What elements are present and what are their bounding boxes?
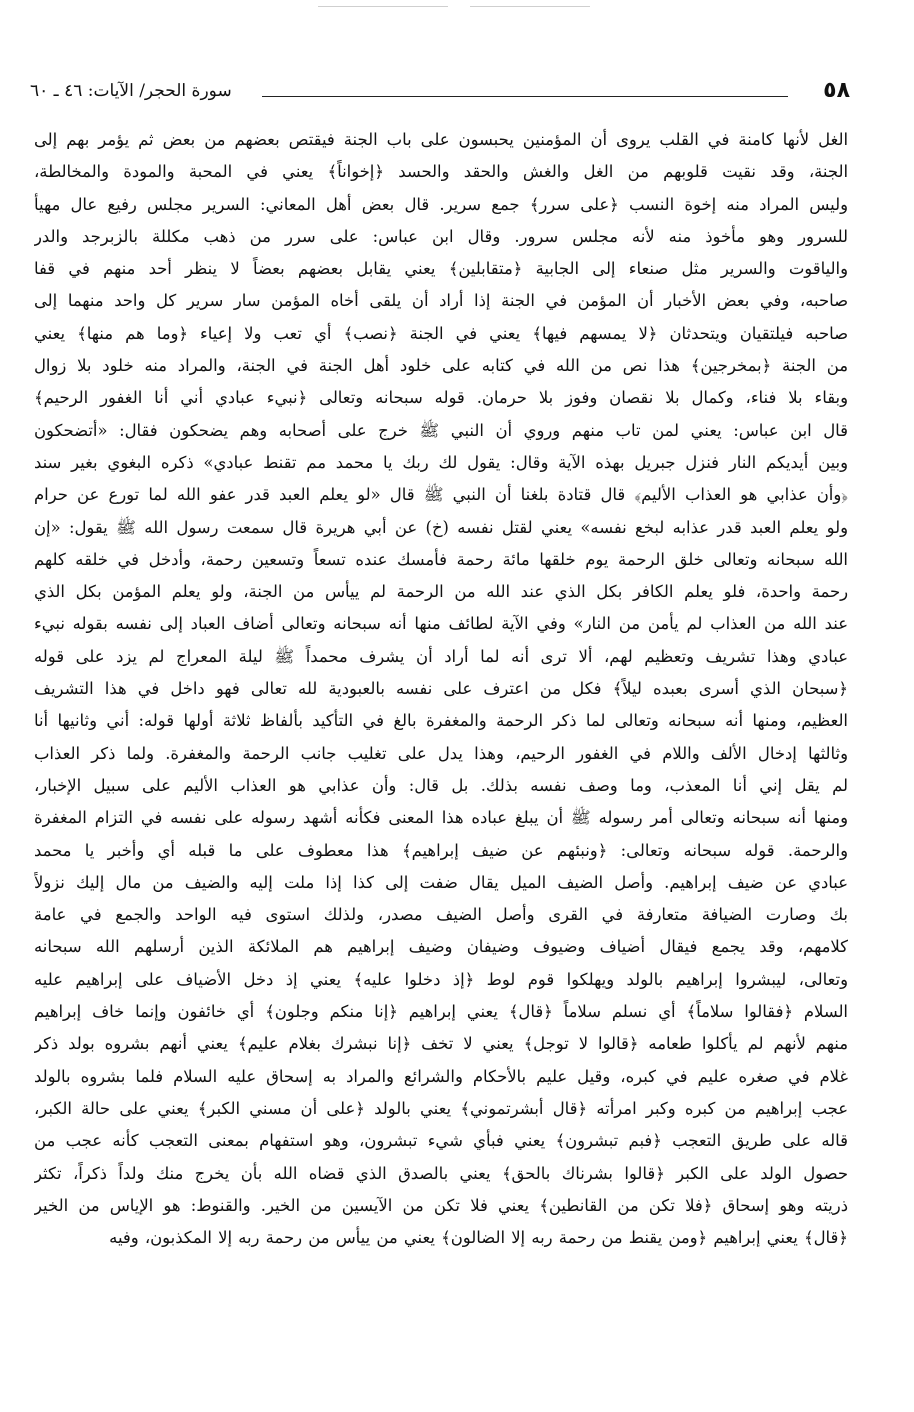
- text-line: عبادي عن ضيف إبراهيم. وأصل الضيف الميل يقال ضفت إلى كذا إذا ملت إليه والضيف من مال إليك نزولاً: [34, 872, 848, 892]
- page-body-text: [34, 124, 848, 1254]
- text-line: رحمة واحدة، فلو يعلم الكافر بكل الذي عند الله من الرحمة لم ييأس من الجنة، ولو يعلم المؤمن بكل الذي: [34, 582, 848, 602]
- text-line: عبادي وهذا تشريف وتعظيم لهم، ألا ترى أنه لما أراد أن يشرف محمداً ﷺ ليلة المعراج لم يزد على قوله: [34, 646, 848, 666]
- header-rule: [262, 96, 788, 97]
- text-line: الجنة، وقد نقيت قلوبهم من الغل والغش والحقد والحسد ﴿إخواناً﴾ يعني في المحبة والمودة والمخالطة،: [34, 162, 848, 182]
- running-title: سورة الحجر/ الآيات: ٤٦ ـ ٦٠: [30, 81, 232, 101]
- text-line: ذريته وهو إسحاق ﴿فلا تكن من القانطين﴾ يعني فلا تكن من الآيسين من الخير. والقنوط: هو الإياس من الخير: [34, 1195, 848, 1215]
- text-line: صاحبه، وفي بعض الأخبار أن المؤمن في الجنة إذا أراد أن يلقى أخاه المؤمن سار سرير كل واحد منهما إلى: [34, 291, 848, 311]
- text-line: وثالثها إدخال الألف واللام في الغفور الرحيم، وهذا يدل على تغليب جانب الرحمة والمغفرة. ولما ذكر العذاب: [34, 743, 848, 763]
- text-line: الله سبحانه وتعالى خلق الرحمة يوم خلقها مائة رحمة فأمسك عنده تسعاً وتسعين رحمة، وأدخل في خلقه كلهم: [34, 549, 848, 569]
- text-line: غلام في صغره عليم في كبره، وقيل عليم بالأحكام والشرائع والمراد به إسحاق عليه السلام فلما بشروه بالولد: [34, 1066, 848, 1086]
- text-line: ﴿قال﴾ يعني إبراهيم ﴿ومن يقنط من رحمة ربه إلا الضالون﴾ يعني من ييأس من رحمة ربه إلا المكذبون، وفيه: [109, 1228, 848, 1248]
- text-line: بك وصارت الضيافة متعارفة في القرى وأصل الضيف مصدر، ولذلك استوى فيه الواحد والجمع في عامة: [34, 905, 848, 925]
- text-line: كلامهم، وقد يجمع فيقال أضياف وضيوف وضيفان وضيف إبراهيم هم الملائكة الذين أرسلهم الله سبحانه: [34, 937, 848, 957]
- text-line: السلام ﴿فقالوا سلاماً﴾ أي نسلم سلاماً ﴿قال﴾ يعني إبراهيم ﴿إنا منكم وجلون﴾ أي خائفون وإنما خاف إبراهيم: [34, 1002, 848, 1022]
- text-line: العظيم، ومنها أنه سبحانه وتعالى لما ذكر الرحمة والمغفرة بالغ في التأكيد بألفاظ ثلاثة أولها قوله: أني وثانيها أنا: [34, 711, 848, 731]
- text-line: وبقاء بلا فناء، وكمال بلا نقصان وفوز بلا حرمان. قوله سبحانه وتعالى ﴿نبيء عبادي أني أنا الغفور الرحيم﴾: [34, 388, 848, 408]
- text-line: قاله على طريق التعجب ﴿فبم تبشرون﴾ يعني فبأي شيء تبشرون، وهو استفهام بمعنى التعجب كأنه عجب من: [34, 1131, 848, 1151]
- text-line: منهم لأنهم لم يأكلوا طعامه ﴿قالوا لا توجل﴾ يعني لا تخف ﴿إنا نبشرك بغلام عليم﴾ يعني أنهم بشروه بولد ذكر: [34, 1034, 848, 1054]
- text-line: وبين أيديكم النار فنزل جبريل بهذه الآية وقال: يقول لك ربك يا محمد مم تقنط عبادي» ذكره البغوي بغير سند: [34, 452, 848, 472]
- text-line: حصول الولد على الكبر ﴿قالوا بشرناك بالحق﴾ يعني بالصدق الذي قضاه الله بأن يخرج منك ولداً ذكراً، تكثر: [34, 1163, 848, 1183]
- text-line: ولو يعلم العبد قدر عذابه لبخع نفسه» يعني لقتل نفسه (خ) عن أبي هريرة قال سمعت رسول الله ﷺ يقول: «إن: [34, 517, 848, 537]
- scan-edge-mark: [470, 6, 590, 7]
- text-line: ﴿وأن عذابي هو العذاب الأليم﴾ قال قتادة بلغنا أن النبي ﷺ قال «لو يعلم العبد قدر عفو الله لما تورع عن حرام: [34, 485, 848, 505]
- text-line: من الجنة ﴿بمخرجين﴾ هذا نص من الله في كتابه على خلود أهل الجنة في الجنة، والمراد منه خلود بلا زوال: [34, 356, 848, 376]
- text-line: صاحبه فيلتقيان ويتحدثان ﴿لا يمسهم فيها﴾ يعني في الجنة ﴿نصب﴾ أي تعب ولا إعياء ﴿وما هم منها﴾ يعني: [34, 323, 848, 343]
- text-line: عجب إبراهيم من كبره وكبر امرأته ﴿قال أبشرتموني﴾ يعني بالولد ﴿على أن مسني الكبر﴾ يعني على حالة الكبر،: [34, 1098, 848, 1118]
- scan-edge-mark: [318, 6, 448, 7]
- text-line: للسرور وهو مأخوذ منه لأنه مجلس سرور. وقال ابن عباس: على سرر من ذهب مكللة بالزبرجد والدر: [34, 226, 848, 246]
- text-line: ﴿سبحان الذي أسرى بعبده ليلاً﴾ فكل من اعترف على نفسه بالعبودية لله تعالى فهو داخل في هذا التشريف: [34, 679, 848, 699]
- text-line: الغل لأنها كامنة في القلب يروى أن المؤمنين يحبسون على باب الجنة فيقتص بعضهم من بعض ثم يؤمر بهم إلى: [34, 130, 848, 149]
- text-line: والرحمة. قوله سبحانه وتعالى: ﴿ونبئهم عن ضيف إبراهيم﴾ هذا معطوف على ما قبله أي وأخبر يا محمد: [34, 840, 848, 860]
- page-number: ٥٨: [823, 78, 850, 103]
- text-line: وليس المراد منه إخوة النسب ﴿على سرر﴾ جمع سرير. قال بعض أهل المعاني: السرير مجلس رفيع عال مهيأ: [34, 194, 848, 214]
- text-line: والياقوت والسرير مثل صنعاء إلى الجابية ﴿متقابلين﴾ يعني يقابل بعضهم بعضاً لا ينظر أحد منهم في قفا: [34, 259, 848, 279]
- text-line: قال ابن عباس: يعني لمن تاب منهم وروي أن النبي ﷺ خرج على أصحابه وهم يضحكون فقال: «أتضحكون: [34, 420, 848, 440]
- text-line: وتعالى، ليبشروا إبراهيم بالولد ويهلكوا قوم لوط ﴿إذ دخلوا عليه﴾ يعني إذ دخل الأضياف على إبراهيم عليه: [34, 969, 848, 989]
- text-line: ومنها أنه سبحانه وتعالى أمر رسوله ﷺ أن يبلغ عباده هذا المعنى فكأنه أشهد رسوله على نفسه في التزام المغفرة: [34, 808, 848, 828]
- text-line: عند الله من العذاب لم يأمن من النار» وفي الآية لطائف منها أنه سبحانه وتعالى أضاف العباد إلى نفسه بقوله نبيء: [34, 614, 848, 634]
- text-line: لم يقل إني أنا المعذب، وما وصف نفسه بذلك. بل قال: وأن عذابي هو العذاب الأليم على سبيل الإخبار،: [34, 775, 848, 795]
- page-header: [30, 78, 850, 108]
